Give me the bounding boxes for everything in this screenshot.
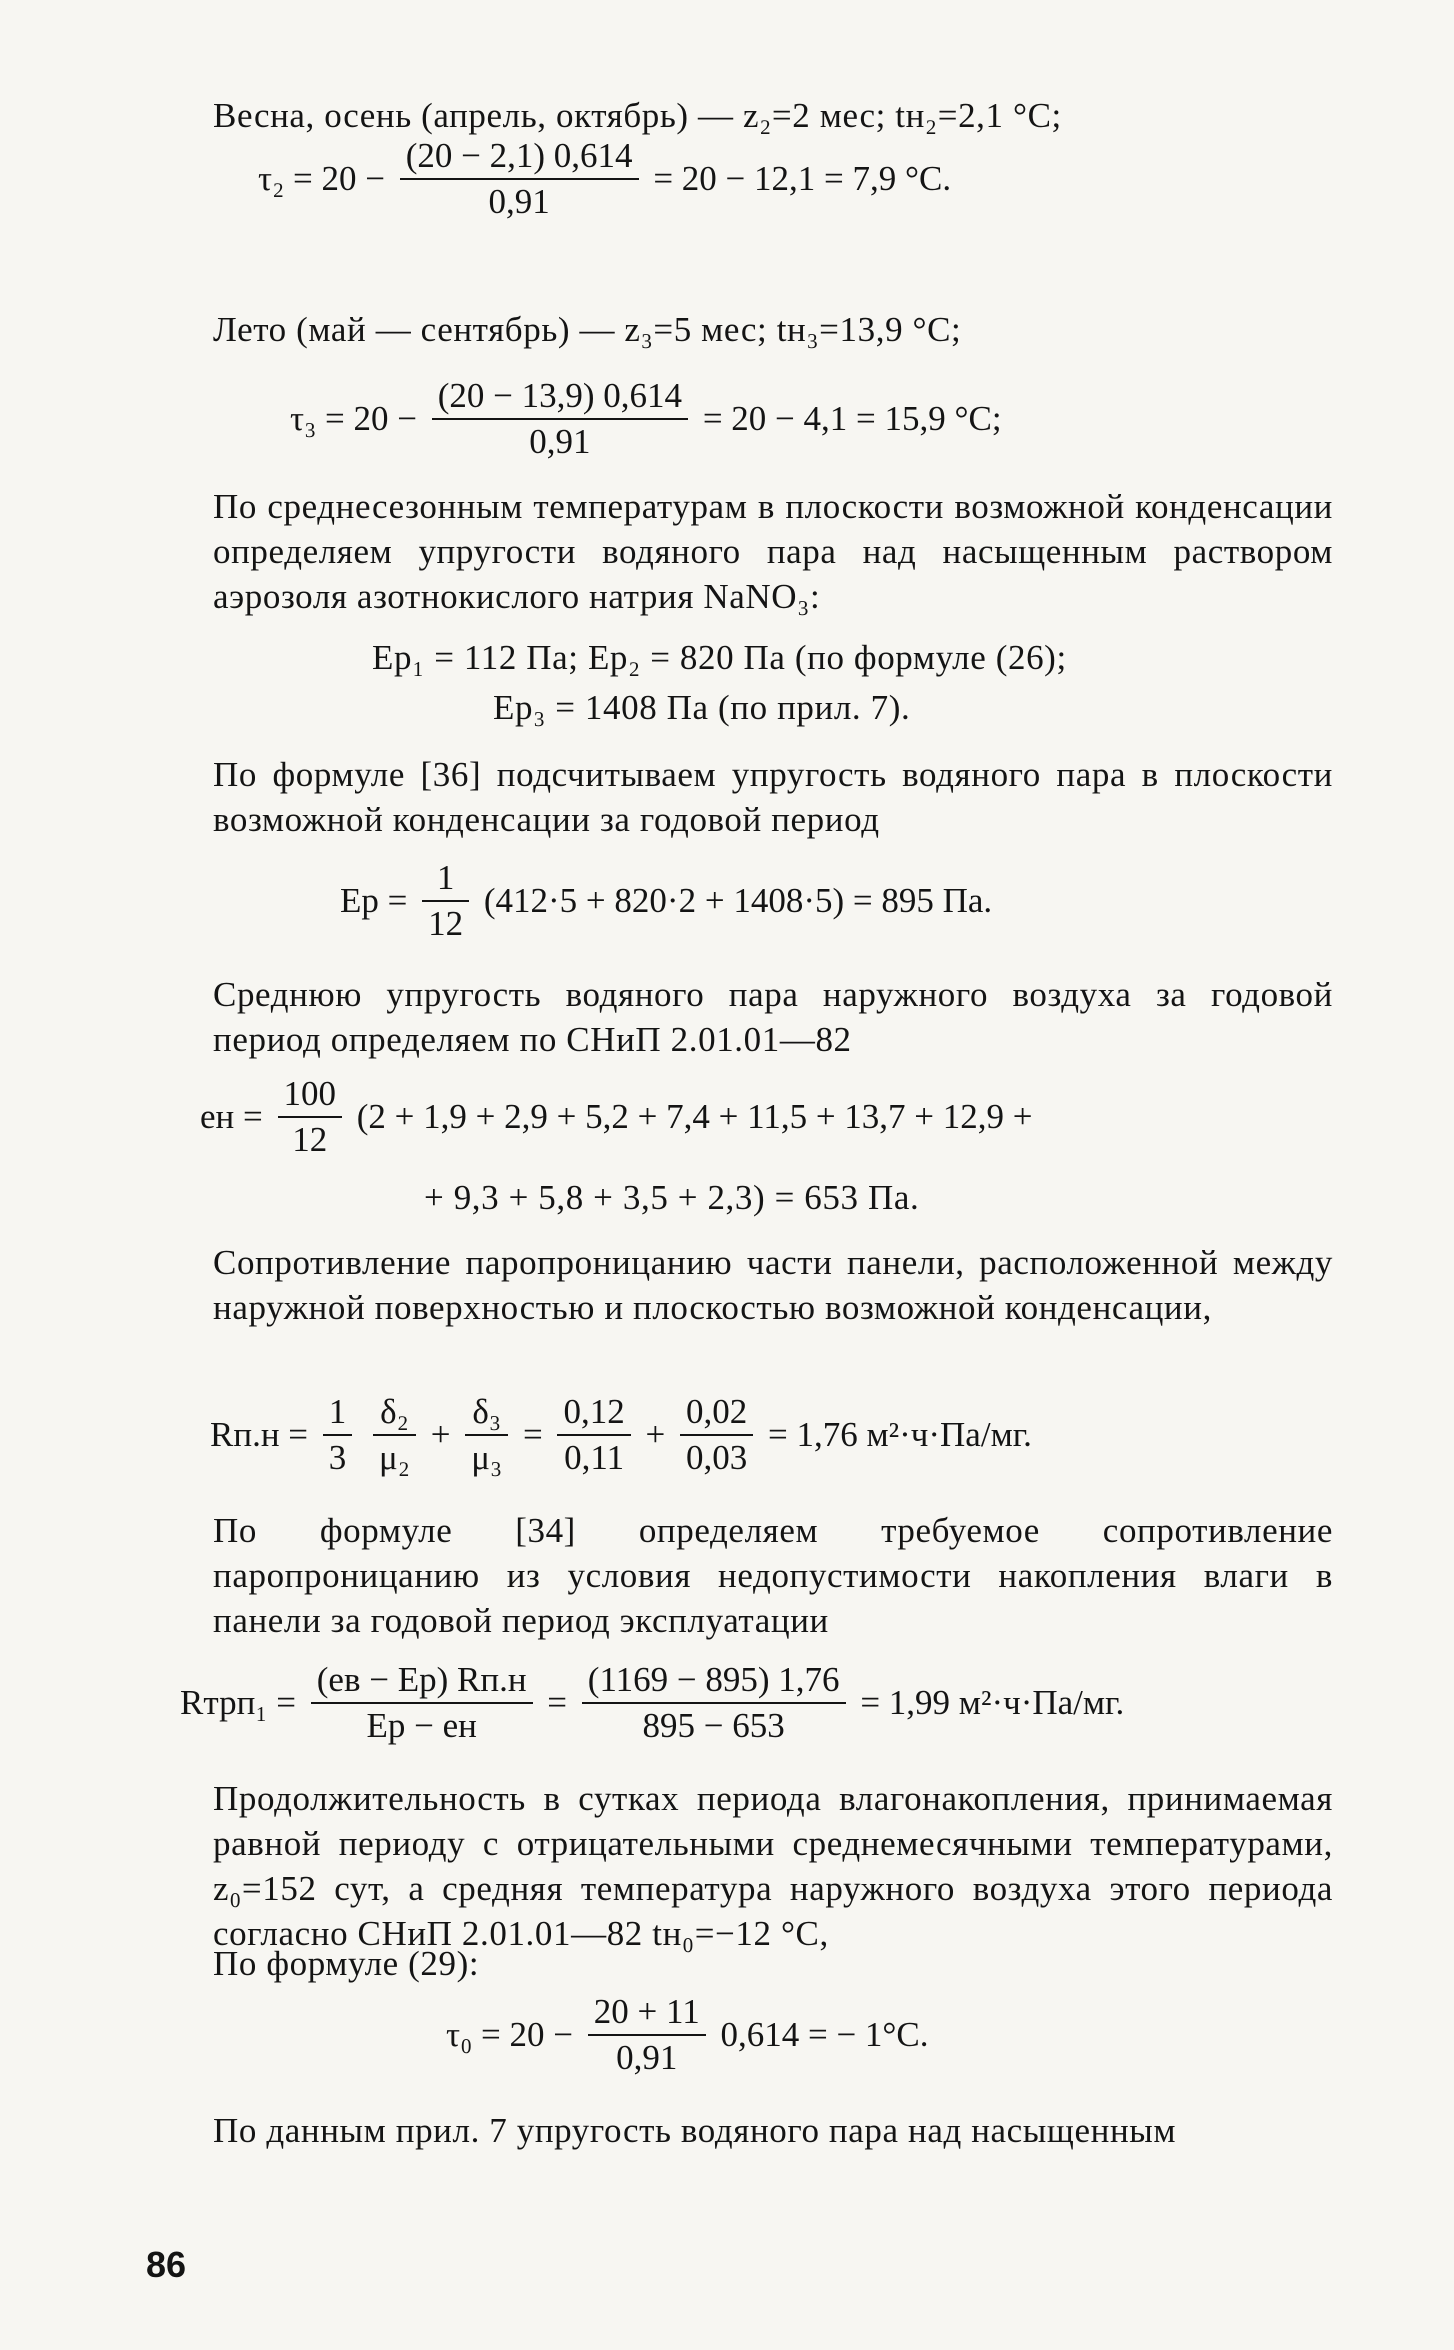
eq-r-f5-num: 0,02 <box>680 1390 753 1436</box>
page-number: 86 <box>146 2244 187 2285</box>
eq-r-f1-den: 3 <box>328 1438 347 1477</box>
formula-29-label: По формуле (29): <box>213 1944 480 1983</box>
eq-r-fraction-4 <box>557 1390 630 1480</box>
eq-tau3-numerator: (20 − 13,9) 0,614 <box>432 374 688 420</box>
eq-ep-denominator: 12 <box>428 904 464 943</box>
eq-r-f2-num: δ₂ <box>373 1390 416 1436</box>
equation-tau2 <box>258 134 951 224</box>
paragraph-final: По данным прил. 7 упругость водяного пара над насыщенным <box>213 2111 1177 2150</box>
equation-r-pn <box>210 1390 1032 1480</box>
eq-en-lhs: eн = <box>200 1097 263 1136</box>
paragraph-moisture-period: Продолжительность в сутках периода влагонакопления, принимаемая равной периоду с отрицательными среднемесячными температурами, z₀=152 сут, а средняя температура наружного воздуха этого периода согласно СНиП 2.01.01—82 tн₀=−12 °С, <box>213 1779 1333 1953</box>
pressure-values-line-1: Eр₁ = 112 Па; Eр₂ = 820 Па (по формуле (26); <box>372 638 1067 677</box>
paragraph-seasonal-temperatures: По среднесезонным температурам в плоскости возможной конденсации определяем упругости водяного пара над насыщенным раствором аэрозоля азотнокислого натрия NaNO₃: <box>213 487 1333 616</box>
eq-r-rhs: = 1,76 м²·ч·Па/мг. <box>767 1415 1032 1454</box>
summer-line: Лето (май — сентябрь) — z₃=5 мес; tн₃=13,9 °С; <box>213 310 962 349</box>
eq-r-fraction-5 <box>680 1390 753 1480</box>
paragraph-annual-pressure: По формуле [36] подсчитываем упругость водяного пара в плоскости возможной конденсации за годовой период <box>213 755 1333 839</box>
eq-en-continuation: + 9,3 + 5,8 + 3,5 + 2,3) = 653 Па. <box>424 1178 920 1217</box>
paragraph-required-resistance: По формуле [34] определяем требуемое сопротивление паропроницанию из условия недопустимости накопления влаги в панели за годовой период эксплуатации <box>213 1511 1333 1640</box>
paragraph-outdoor-pressure: Среднюю упругость водяного пара наружного воздуха за годовой период определяем по СНиП 2.01.01—82 <box>213 975 1333 1059</box>
equation-ep <box>340 856 992 946</box>
eq-t0-rhs: 0,614 = − 1°С. <box>720 2015 929 2054</box>
eq-tau3-denominator: 0,91 <box>529 422 591 461</box>
eq-r-lhs: Rп.н = <box>210 1415 309 1454</box>
eq-t0-fraction <box>588 1990 706 2080</box>
equation-tau3 <box>290 374 1002 464</box>
eq-rt-equals: = <box>547 1683 568 1722</box>
eq-tau3-fraction <box>432 374 688 464</box>
eq-r-f2-den: μ₂ <box>379 1438 411 1477</box>
eq-ep-numerator: 1 <box>422 856 469 902</box>
eq-r-f4-num: 0,12 <box>557 1390 630 1436</box>
eq-en-denominator: 12 <box>292 1120 328 1159</box>
eq-r-f5-den: 0,03 <box>685 1438 748 1477</box>
eq-r-f3-den: μ₃ <box>471 1438 503 1477</box>
eq-ep-fraction <box>422 856 469 946</box>
eq-r-fraction-3 <box>465 1390 508 1480</box>
eq-r-plus-2: + <box>645 1415 666 1454</box>
eq-rt-fraction-2 <box>582 1658 846 1748</box>
eq-tau2-numerator: (20 − 2,1) 0,614 <box>400 134 639 180</box>
eq-t0-numerator: 20 + 11 <box>588 1990 706 2036</box>
eq-r-f3-num: δ₃ <box>465 1390 508 1436</box>
eq-r-fraction-2 <box>373 1390 416 1480</box>
eq-tau3-lhs: τ₃ = 20 − <box>290 399 417 438</box>
spring-autumn-line: Весна, осень (апрель, октябрь) — z₂=2 мес; tн₂=2,1 °С; <box>213 96 1062 135</box>
eq-r-plus: + <box>430 1415 451 1454</box>
eq-en-fraction <box>278 1072 343 1162</box>
eq-rt-f1-den: Eр − eн <box>366 1706 477 1745</box>
eq-t0-denominator: 0,91 <box>616 2038 678 2077</box>
eq-ep-rhs: (412·5 + 820·2 + 1408·5) = 895 Па. <box>483 881 993 920</box>
eq-tau2-rhs: = 20 − 12,1 = 7,9 °С. <box>653 159 952 198</box>
eq-rt-f2-den: 895 − 653 <box>642 1706 785 1745</box>
eq-ep-lhs: Eр = <box>340 881 408 920</box>
eq-en-numerator: 100 <box>278 1072 343 1118</box>
eq-t0-lhs: τ₀ = 20 − <box>446 2015 573 2054</box>
eq-r-f1-num: 1 <box>323 1390 353 1436</box>
eq-r-fraction-1 <box>323 1390 353 1480</box>
eq-rt-lhs: Rтрп₁ = <box>180 1683 296 1722</box>
eq-rt-f1-num: (eв − Eр) Rп.н <box>311 1658 533 1704</box>
paragraph-resistance: Сопротивление паропроницанию части панели, расположенной между наружной поверхностью и плоскостью возможной конденсации, <box>213 1243 1333 1327</box>
eq-tau2-fraction <box>400 134 639 224</box>
pressure-values-line-2: Eр₃ = 1408 Па (по прил. 7). <box>493 688 911 727</box>
equation-tau0 <box>446 1990 929 2080</box>
equation-en <box>200 1072 1033 1162</box>
eq-r-equals: = <box>522 1415 543 1454</box>
eq-tau2-denominator: 0,91 <box>488 182 550 221</box>
eq-rt-fraction-1 <box>311 1658 533 1748</box>
eq-r-f4-den: 0,11 <box>564 1438 625 1477</box>
eq-tau3-rhs: = 20 − 4,1 = 15,9 °С; <box>702 399 1002 438</box>
eq-rt-rhs: = 1,99 м²·ч·Па/мг. <box>860 1683 1125 1722</box>
equation-r-required <box>180 1658 1124 1748</box>
eq-en-rhs: (2 + 1,9 + 2,9 + 5,2 + 7,4 + 11,5 + 13,7 + 12,9 + <box>356 1097 1033 1136</box>
eq-tau2-lhs: τ₂ = 20 − <box>258 159 385 198</box>
eq-rt-f2-num: (1169 − 895) 1,76 <box>582 1658 846 1704</box>
